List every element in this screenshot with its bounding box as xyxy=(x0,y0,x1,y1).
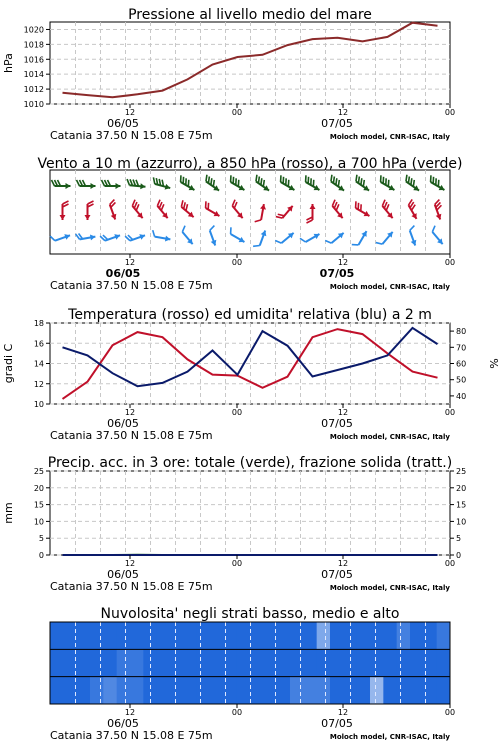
y-tick-label: 10 xyxy=(33,517,44,527)
location-label: Catania 37.50 N 15.08 E 75m xyxy=(50,429,213,442)
x-tick-label: 12 xyxy=(124,408,136,417)
cloud-cell xyxy=(330,677,344,704)
y-tick-label: 14 xyxy=(33,359,44,369)
y-axis-label: mm xyxy=(2,502,15,524)
y-tick-label: 10 xyxy=(33,400,44,409)
x-tick-label: 00 xyxy=(444,408,456,417)
x-tick-label: 00 xyxy=(231,708,243,717)
x-tick-label: 12 xyxy=(124,559,136,568)
cloud-cell xyxy=(237,649,251,676)
y-tick-label-right: 25 xyxy=(456,467,467,476)
cloud-cell xyxy=(250,649,264,676)
y-tick-label-right: 80 xyxy=(456,327,467,337)
y-tick-label: 25 xyxy=(33,467,44,476)
cloud-cell xyxy=(317,622,331,649)
x-tick-label: 00 xyxy=(231,559,243,568)
x-tick-label: 00 xyxy=(231,258,243,267)
cloud-cell xyxy=(383,622,397,649)
date-label: 06/05 xyxy=(107,117,139,130)
cloud-cell xyxy=(197,677,211,704)
y-axis-label: hPa xyxy=(2,53,15,73)
cloud-cell xyxy=(183,649,197,676)
x-tick-label: 00 xyxy=(231,408,243,417)
cloud-cell xyxy=(77,622,91,649)
cloud-cell xyxy=(237,677,251,704)
cloud-cell xyxy=(130,649,144,676)
cloud-cell xyxy=(290,677,304,704)
cloud-cell xyxy=(383,677,397,704)
y-tick-label-right: 0 xyxy=(456,551,462,560)
y-axis-label: gradi C xyxy=(2,343,15,384)
cloud-cell xyxy=(117,649,131,676)
location-label: Catania 37.50 N 15.08 E 75m xyxy=(50,129,213,142)
cloud-cell xyxy=(50,622,64,649)
cloud-cell xyxy=(370,649,384,676)
date-label: 07/05 xyxy=(321,568,353,581)
cloud-cell xyxy=(117,677,131,704)
cloud-cell xyxy=(50,649,64,676)
y-tick-label: 1014 xyxy=(23,70,44,80)
x-tick-label: 12 xyxy=(337,408,349,417)
cloud-cell xyxy=(410,649,424,676)
y-tick-label: 1020 xyxy=(23,25,44,35)
cloud-cell xyxy=(103,649,117,676)
location-label: Catania 37.50 N 15.08 E 75m xyxy=(50,729,213,742)
cloud-cell xyxy=(357,677,371,704)
cloud-cell xyxy=(277,622,291,649)
cloud-cell xyxy=(303,677,317,704)
model-label: Moloch model, CNR-ISAC, Italy xyxy=(329,733,450,741)
x-tick-label: 00 xyxy=(231,108,243,117)
date-label: 07/05 xyxy=(321,717,353,730)
y-tick-label: 18 xyxy=(33,319,44,328)
cloud-cell xyxy=(130,677,144,704)
x-tick-label: 12 xyxy=(337,708,349,717)
cloud-cell xyxy=(157,649,171,676)
cloud-cell xyxy=(397,677,411,704)
cloud-cell xyxy=(183,677,197,704)
date-label: 07/05 xyxy=(319,267,355,280)
cloud-cell xyxy=(357,622,371,649)
cloud-cell xyxy=(410,622,424,649)
x-tick-label: 00 xyxy=(444,708,456,717)
y-tick-label: 5 xyxy=(38,534,44,544)
cloud-cell xyxy=(103,622,117,649)
y-tick-label: 15 xyxy=(33,500,44,510)
chart-title: Pressione al livello medio del mare xyxy=(128,7,372,23)
date-label: 06/05 xyxy=(107,417,139,430)
cloud-cell xyxy=(77,649,91,676)
y-tick-label-right: 15 xyxy=(456,500,467,510)
cloud-cell xyxy=(170,622,184,649)
cloud-cell xyxy=(397,622,411,649)
cloud-cell xyxy=(370,677,384,704)
cloud-cell xyxy=(277,677,291,704)
cloud-cell xyxy=(103,677,117,704)
cloud-cell xyxy=(370,622,384,649)
y-tick-label: 16 xyxy=(33,339,44,349)
date-label: 06/05 xyxy=(107,568,139,581)
cloud-cell xyxy=(317,649,331,676)
cloud-cell xyxy=(317,677,331,704)
y-tick-label: 20 xyxy=(33,483,44,493)
cloud-cell xyxy=(157,677,171,704)
location-label: Catania 37.50 N 15.08 E 75m xyxy=(50,279,213,292)
cloud-cell xyxy=(170,649,184,676)
x-tick-label: 12 xyxy=(124,258,136,267)
y-tick-label-right: 40 xyxy=(456,391,467,401)
cloud-cell xyxy=(90,622,104,649)
date-label: 06/05 xyxy=(105,267,141,280)
y-tick-label-right: 50 xyxy=(456,375,467,385)
y-tick-label: 1016 xyxy=(23,55,44,65)
x-tick-label: 00 xyxy=(444,108,456,117)
cloud-cell xyxy=(437,622,451,649)
x-tick-label: 12 xyxy=(337,559,349,568)
panel-frame xyxy=(50,22,450,104)
cloud-cell xyxy=(357,649,371,676)
cloud-cell xyxy=(437,649,451,676)
cloud-cell xyxy=(303,649,317,676)
cloud-cell xyxy=(183,622,197,649)
chart-title: Precip. acc. in 3 ore: totale (verde), frazione solida (tratt.) xyxy=(47,455,453,471)
x-tick-label: 12 xyxy=(337,258,349,267)
date-label: 07/05 xyxy=(321,417,353,430)
cloud-cell xyxy=(277,649,291,676)
y-tick-label: 1012 xyxy=(23,85,44,95)
y-tick-label-right: 10 xyxy=(456,517,467,527)
y-tick-label-right: 5 xyxy=(456,534,462,544)
cloud-cell xyxy=(330,622,344,649)
cloud-cell xyxy=(250,622,264,649)
y-tick-label: 0 xyxy=(38,551,44,560)
y-tick-label: 12 xyxy=(33,379,44,389)
cloud-cell xyxy=(290,649,304,676)
cloud-cell xyxy=(250,677,264,704)
cloud-cell xyxy=(130,622,144,649)
chart-title: Temperatura (rosso) ed umidita' relativa (blu) a 2 m xyxy=(68,307,432,323)
y-tick-label-right: 70 xyxy=(456,343,467,353)
cloud-cell xyxy=(237,622,251,649)
cloud-cell xyxy=(77,677,91,704)
cloud-cell xyxy=(383,649,397,676)
location-label: Catania 37.50 N 15.08 E 75m xyxy=(50,580,213,593)
cloud-cell xyxy=(410,677,424,704)
model-label: Moloch model, CNR-ISAC, Italy xyxy=(329,133,450,141)
cloud-cell xyxy=(210,649,224,676)
y-tick-label: 1010 xyxy=(23,100,44,109)
y-tick-label-right: 60 xyxy=(456,359,467,369)
cloud-cell xyxy=(50,677,64,704)
cloud-cell xyxy=(330,649,344,676)
cloud-cell xyxy=(290,622,304,649)
y-tick-label: 1018 xyxy=(23,40,44,50)
cloud-cell xyxy=(210,677,224,704)
chart-title: Nuvolosita' negli strati basso, medio e alto xyxy=(100,606,400,622)
cloud-cell xyxy=(197,649,211,676)
x-tick-label: 12 xyxy=(124,708,136,717)
cloud-cell xyxy=(170,677,184,704)
cloud-cell xyxy=(90,677,104,704)
y-axis-label-right: % xyxy=(487,358,500,369)
x-tick-label: 12 xyxy=(124,108,136,117)
cloud-cell xyxy=(117,622,131,649)
y-tick-label-right: 20 xyxy=(456,483,467,493)
cloud-cell xyxy=(90,649,104,676)
x-tick-label: 12 xyxy=(337,108,349,117)
model-label: Moloch model, CNR-ISAC, Italy xyxy=(329,433,450,441)
date-label: 07/05 xyxy=(321,117,353,130)
cloud-cell xyxy=(397,649,411,676)
x-tick-label: 00 xyxy=(444,258,456,267)
date-label: 06/05 xyxy=(107,717,139,730)
cloud-cell xyxy=(210,622,224,649)
cloud-cell xyxy=(157,622,171,649)
chart-title: Vento a 10 m (azzurro), a 850 hPa (rosso), a 700 hPa (verde) xyxy=(37,156,463,172)
model-label: Moloch model, CNR-ISAC, Italy xyxy=(329,283,450,291)
model-label: Moloch model, CNR-ISAC, Italy xyxy=(329,584,450,592)
cloud-cell xyxy=(437,677,451,704)
x-tick-label: 00 xyxy=(444,559,456,568)
cloud-cell xyxy=(303,622,317,649)
cloud-cell xyxy=(197,622,211,649)
